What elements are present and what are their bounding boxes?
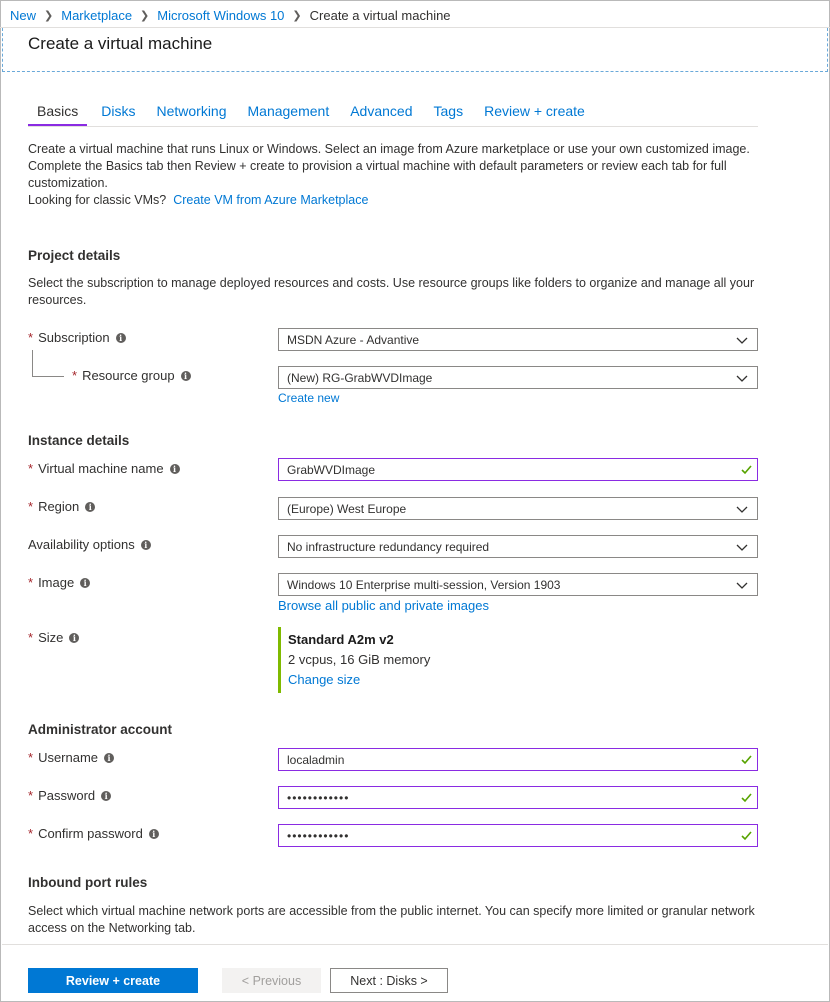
password-masked-value: •••••••••••• [287, 790, 350, 805]
confirm-password-label [28, 826, 159, 841]
chevron-down-icon [736, 503, 748, 515]
resource-group-value: (New) RG-GrabWVDImage [287, 370, 433, 385]
size-name: Standard A2m v2 [288, 632, 394, 647]
create-vm-marketplace-link[interactable]: Create VM from Azure Marketplace [173, 193, 369, 207]
intro-line-3 [28, 192, 768, 209]
region-value: (Europe) West Europe [287, 501, 407, 516]
vm-name-label-text: Virtual machine name [38, 461, 164, 476]
checkmark-icon [740, 463, 753, 476]
username-label-text: Username [38, 750, 99, 765]
region-label [28, 499, 95, 514]
breadcrumb-marketplace[interactable]: Marketplace [61, 7, 133, 23]
project-details-heading: Project details [28, 248, 121, 263]
required-marker: * [28, 575, 34, 590]
size-description: 2 vcpus, 16 GiB memory [288, 652, 431, 667]
chevron-down-icon [736, 579, 748, 591]
info-icon[interactable]: i [149, 829, 159, 839]
checkmark-icon [740, 753, 753, 766]
availability-value: No infrastructure redundancy required [287, 539, 490, 554]
resource-group-select[interactable] [278, 366, 758, 389]
breadcrumb-windows-10[interactable]: Microsoft Windows 10 [157, 7, 285, 23]
breadcrumb-divider [0, 27, 830, 28]
page-title: Create a virtual machine [28, 34, 213, 53]
checkmark-icon [740, 829, 753, 842]
chevron-down-icon [736, 334, 748, 346]
info-icon[interactable]: i [85, 502, 95, 512]
info-icon[interactable]: i [101, 791, 111, 801]
required-marker: * [28, 788, 34, 803]
intro-text [28, 141, 768, 209]
review-create-button[interactable]: Review + create [28, 968, 198, 993]
required-marker: * [28, 499, 34, 514]
inbound-port-rules-heading: Inbound port rules [28, 875, 148, 890]
size-label-text: Size [38, 630, 64, 645]
breadcrumb [10, 6, 451, 24]
subscription-select[interactable] [278, 328, 758, 351]
project-details-description: Select the subscription to manage deployed resources and costs. Use resource groups like folders to organize and manage all your resources. [28, 276, 755, 307]
tree-connector-vertical [32, 350, 33, 376]
vm-name-text[interactable] [287, 463, 727, 477]
confirm-password-input[interactable] [278, 824, 758, 847]
availability-options-label [28, 537, 151, 552]
checkmark-icon [740, 791, 753, 804]
chevron-right-icon: ❯ [44, 9, 54, 22]
chevron-right-icon: ❯ [140, 9, 150, 22]
required-marker: * [28, 330, 34, 345]
tab-networking[interactable]: Networking [156, 103, 227, 119]
username-input[interactable] [278, 748, 758, 771]
confirm-password-masked-value: •••••••••••• [287, 828, 350, 843]
availability-options-select[interactable] [278, 535, 758, 558]
required-marker: * [28, 826, 34, 841]
size-label [28, 630, 79, 645]
browse-images-link[interactable]: Browse all public and private images [278, 598, 489, 613]
resource-group-label-text: Resource group [82, 368, 175, 383]
chevron-right-icon: ❯ [292, 9, 302, 22]
required-marker: * [28, 461, 34, 476]
required-marker: * [28, 750, 34, 765]
password-label [28, 788, 111, 803]
info-icon[interactable]: i [80, 578, 90, 588]
breadcrumb-current: Create a virtual machine [309, 7, 451, 23]
previous-button[interactable]: < Previous [222, 968, 321, 993]
tree-connector-horizontal [32, 376, 64, 377]
image-label-text: Image [38, 575, 75, 590]
region-label-text: Region [38, 499, 80, 514]
intro-line-2: Complete the Basics tab then Review + create to provision a virtual machine with default parameters or review each tab for full customization. [28, 159, 727, 190]
admin-account-heading: Administrator account [28, 722, 173, 737]
focus-outline-right [827, 28, 828, 72]
info-icon[interactable]: i [141, 540, 151, 550]
info-icon[interactable]: i [170, 464, 180, 474]
tab-disks[interactable]: Disks [101, 103, 136, 119]
subscription-label [28, 330, 126, 345]
password-input[interactable] [278, 786, 758, 809]
image-select[interactable] [278, 573, 758, 596]
tab-advanced[interactable]: Advanced [350, 103, 413, 119]
instance-details-heading: Instance details [28, 433, 130, 448]
vm-name-label [28, 461, 180, 476]
confirm-password-label-text: Confirm password [38, 826, 143, 841]
tab-basics[interactable]: Basics [28, 103, 87, 126]
tab-review-create[interactable]: Review + create [484, 103, 585, 119]
password-label-text: Password [38, 788, 96, 803]
tabs-divider [28, 126, 758, 127]
tab-bar [28, 103, 606, 126]
username-label [28, 750, 114, 765]
create-new-resource-group-link[interactable]: Create new [278, 391, 340, 405]
focus-outline-left [2, 28, 3, 72]
region-select[interactable] [278, 497, 758, 520]
vm-name-input[interactable] [278, 458, 758, 481]
info-icon[interactable]: i [69, 633, 79, 643]
availability-label-text: Availability options [28, 537, 135, 552]
title-divider [2, 71, 828, 72]
info-icon[interactable]: i [116, 333, 126, 343]
tab-tags[interactable]: Tags [433, 103, 464, 119]
username-text[interactable] [287, 753, 727, 767]
tab-management[interactable]: Management [247, 103, 330, 119]
subscription-label-text: Subscription [38, 330, 110, 345]
required-marker: * [28, 630, 34, 645]
resource-group-label [72, 368, 191, 383]
info-icon[interactable]: i [104, 753, 114, 763]
info-icon[interactable]: i [181, 371, 191, 381]
next-disks-button[interactable]: Next : Disks > [330, 968, 448, 993]
image-label [28, 575, 90, 590]
change-size-link[interactable]: Change size [288, 672, 361, 687]
size-summary [278, 627, 430, 693]
subscription-value: MSDN Azure - Advantive [287, 332, 420, 347]
footer-divider [2, 944, 828, 945]
inbound-port-rules-description: Select which virtual machine network ports are accessible from the public internet. You can specify more limited or granular network access on the Networking tab. [28, 904, 755, 935]
chevron-down-icon [736, 541, 748, 553]
breadcrumb-new[interactable]: New [10, 7, 37, 23]
required-marker: * [72, 368, 78, 383]
intro-line-1: Create a virtual machine that runs Linux or Windows. Select an image from Azure marketplace or use your own customized image. [28, 142, 750, 156]
intro-classic-prompt: Looking for classic VMs? [28, 193, 167, 207]
image-value: Windows 10 Enterprise multi-session, Version 1903 [287, 577, 561, 592]
chevron-down-icon [736, 372, 748, 384]
